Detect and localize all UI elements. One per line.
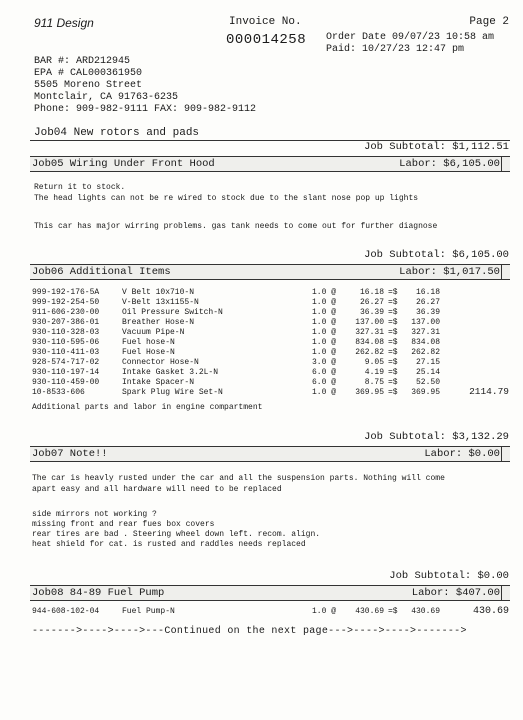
job07-note-line: side mirrors not working ? — [32, 510, 157, 519]
part-total: 430.69 — [411, 607, 440, 616]
part-total: 26.27 — [415, 298, 440, 307]
shop-city: Montclair, CA 91763-6235 — [34, 92, 179, 103]
part-number: 930-207-386-01 — [32, 318, 100, 327]
table-row — [32, 338, 502, 348]
part-number: 944-608-102-04 — [32, 607, 100, 616]
part-qty: 1.0 @ — [312, 348, 337, 357]
job07-note-line: heat shield for cat. is rusted and raddles needs replaced — [32, 540, 306, 549]
job05-title: Job05 Wiring Under Front Hood — [32, 158, 215, 170]
page-number: Page 2 — [469, 16, 509, 28]
part-qty: 1.0 @ — [312, 338, 337, 347]
part-price: 26.27 — [359, 298, 384, 307]
part-total: 25.14 — [415, 368, 440, 377]
part-total: 27.15 — [415, 358, 440, 367]
part-eq: =$ — [388, 378, 398, 387]
part-qty: 6.0 @ — [312, 368, 337, 377]
job08-parts-total: 430.69 — [472, 606, 509, 617]
part-qty: 1.0 @ — [312, 318, 337, 327]
part-description: Spark Plug Wire Set-N — [122, 388, 223, 397]
part-description: Fuel hose-N — [122, 338, 175, 347]
part-eq: =$ — [388, 607, 398, 616]
job06-subtotal: Job Subtotal: $3,132.29 — [364, 431, 509, 443]
bar-end-mark — [501, 264, 502, 280]
job08-header-bar — [30, 585, 510, 601]
part-eq: =$ — [388, 298, 398, 307]
job05-labor: Labor: $6,105.00 — [399, 158, 500, 170]
table-row — [32, 378, 502, 388]
job05-note: Return it to stock. — [34, 183, 126, 192]
paid-date: Paid: 10/27/23 12:47 pm — [326, 44, 465, 55]
job06-parts-total: 2114.79 — [469, 386, 509, 397]
job07-note-line: missing front and rear fues box covers — [32, 520, 215, 529]
epa-number: EPA # CAL000361950 — [34, 68, 143, 79]
job05-note: This car has major wirring problems. gas tank needs to come out for further diagnose — [34, 222, 438, 231]
part-description: Vacuum Pipe-N — [122, 328, 185, 337]
brand-name: 911 Design — [34, 16, 94, 30]
part-total: 16.18 — [415, 288, 440, 297]
part-description: Intake Spacer-N — [122, 378, 195, 387]
job05-header-bar — [30, 156, 510, 172]
job07-labor: Labor: $0.00 — [424, 448, 500, 460]
part-description: Fuel Pump-N — [122, 607, 175, 616]
part-eq: =$ — [388, 388, 398, 397]
part-price: 16.18 — [359, 288, 384, 297]
part-qty: 1.0 @ — [312, 288, 337, 297]
part-number: 999-192-176-5A — [32, 288, 100, 297]
part-number: 911-606-230-00 — [32, 308, 100, 317]
table-row — [32, 348, 502, 358]
part-total: 834.08 — [411, 338, 440, 347]
shop-street: 5505 Moreno Street — [34, 80, 143, 91]
invoice-label: Invoice No. — [229, 16, 302, 28]
part-price: 262.82 — [355, 348, 384, 357]
part-description: V Belt 10x710-N — [122, 288, 195, 297]
job07-note-line: rear tires are bad . Steering wheel down left. recom. align. — [32, 530, 321, 539]
part-price: 834.08 — [355, 338, 384, 347]
job05-subtotal: Job Subtotal: $6,105.00 — [364, 249, 509, 261]
part-total: 369.95 — [411, 388, 440, 397]
part-description: Intake Gasket 3.2L-N — [122, 368, 219, 377]
job06-title: Job06 Additional Items — [32, 266, 171, 278]
table-row — [32, 288, 502, 298]
job07-title: Job07 Note!! — [32, 448, 108, 460]
part-price: 327.31 — [355, 328, 384, 337]
table-row — [32, 298, 502, 308]
part-number: 928-574-717-02 — [32, 358, 100, 367]
job07-subtotal: Job Subtotal: $0.00 — [389, 570, 509, 582]
table-row — [32, 328, 502, 338]
part-price: 36.39 — [359, 308, 384, 317]
job04-subtotal: Job Subtotal: $1,112.51 — [364, 141, 509, 153]
part-total: 327.31 — [411, 328, 440, 337]
part-qty: 1.0 @ — [312, 388, 337, 397]
part-number: 930-110-459-00 — [32, 378, 100, 387]
continued-line: ------->---->---->---Continued on the next page--->---->---->-------> — [32, 626, 467, 637]
part-description: Breather Hose-N — [122, 318, 195, 327]
part-eq: =$ — [388, 288, 398, 297]
job06-header-bar — [30, 264, 510, 280]
part-eq: =$ — [388, 328, 398, 337]
table-row — [32, 388, 502, 398]
part-price: 137.00 — [355, 318, 384, 327]
invoice-number: 000014258 — [226, 32, 307, 48]
part-eq: =$ — [388, 348, 398, 357]
table-row — [32, 607, 502, 617]
job06-labor: Labor: $1,017.50 — [399, 266, 500, 278]
part-price: 4.19 — [364, 368, 384, 377]
part-eq: =$ — [388, 308, 398, 317]
part-description: Connector Hose-N — [122, 358, 199, 367]
part-total: 137.00 — [411, 318, 440, 327]
part-number: 930-110-197-14 — [32, 368, 100, 377]
part-qty: 1.0 @ — [312, 298, 337, 307]
job07-note-line: The car is heavly rusted under the car and all the suspension parts. Nothing will come — [32, 474, 445, 483]
shop-phone: Phone: 909-982-9111 FAX: 909-982-9112 — [34, 104, 257, 115]
bar-end-mark — [501, 446, 502, 462]
table-row — [32, 318, 502, 328]
part-eq: =$ — [388, 338, 398, 347]
part-qty: 6.0 @ — [312, 378, 337, 387]
job08-title: Job08 84-89 Fuel Pump — [32, 587, 165, 599]
order-date: Order Date 09/07/23 10:58 am — [326, 32, 495, 43]
part-qty: 3.0 @ — [312, 358, 337, 367]
bar-end-mark — [501, 585, 502, 601]
part-price: 430.69 — [355, 607, 384, 616]
part-description: Oil Pressure Switch-N — [122, 308, 223, 317]
bar-end-mark — [501, 156, 502, 172]
job04-title: Job04 New rotors and pads — [34, 127, 200, 139]
part-number: 930-110-595-06 — [32, 338, 100, 347]
part-total: 262.82 — [411, 348, 440, 357]
part-number: 999-192-254-50 — [32, 298, 100, 307]
part-total: 36.39 — [415, 308, 440, 317]
part-number: 10-8533-606 — [32, 388, 85, 397]
job08-labor: Labor: $407.00 — [411, 587, 500, 599]
job07-header-bar — [30, 446, 510, 462]
part-description: Fuel Hose-N — [122, 348, 175, 357]
part-price: 8.75 — [364, 378, 384, 387]
part-qty: 1.0 @ — [312, 308, 337, 317]
table-row — [32, 368, 502, 378]
part-number: 930-110-411-03 — [32, 348, 100, 357]
table-row — [32, 308, 502, 318]
job06-note: Additional parts and labor in engine compartment — [32, 403, 263, 412]
job05-note: The head lights can not be re wired to stock due to the slant nose pop up lights — [34, 194, 419, 203]
part-number: 930-110-328-03 — [32, 328, 100, 337]
part-qty: 1.0 @ — [312, 607, 337, 616]
part-eq: =$ — [388, 358, 398, 367]
job07-note-line: apart easy and all hardware will need to be replaced — [32, 485, 282, 494]
bar-number: BAR #: ARD212945 — [34, 56, 131, 67]
part-price: 9.05 — [364, 358, 384, 367]
table-row — [32, 358, 502, 368]
part-eq: =$ — [388, 318, 398, 327]
part-total: 52.50 — [415, 378, 440, 387]
part-qty: 1.0 @ — [312, 328, 337, 337]
part-eq: =$ — [388, 368, 398, 377]
part-description: V-Belt 13x1155-N — [122, 298, 199, 307]
part-price: 369.95 — [355, 388, 384, 397]
